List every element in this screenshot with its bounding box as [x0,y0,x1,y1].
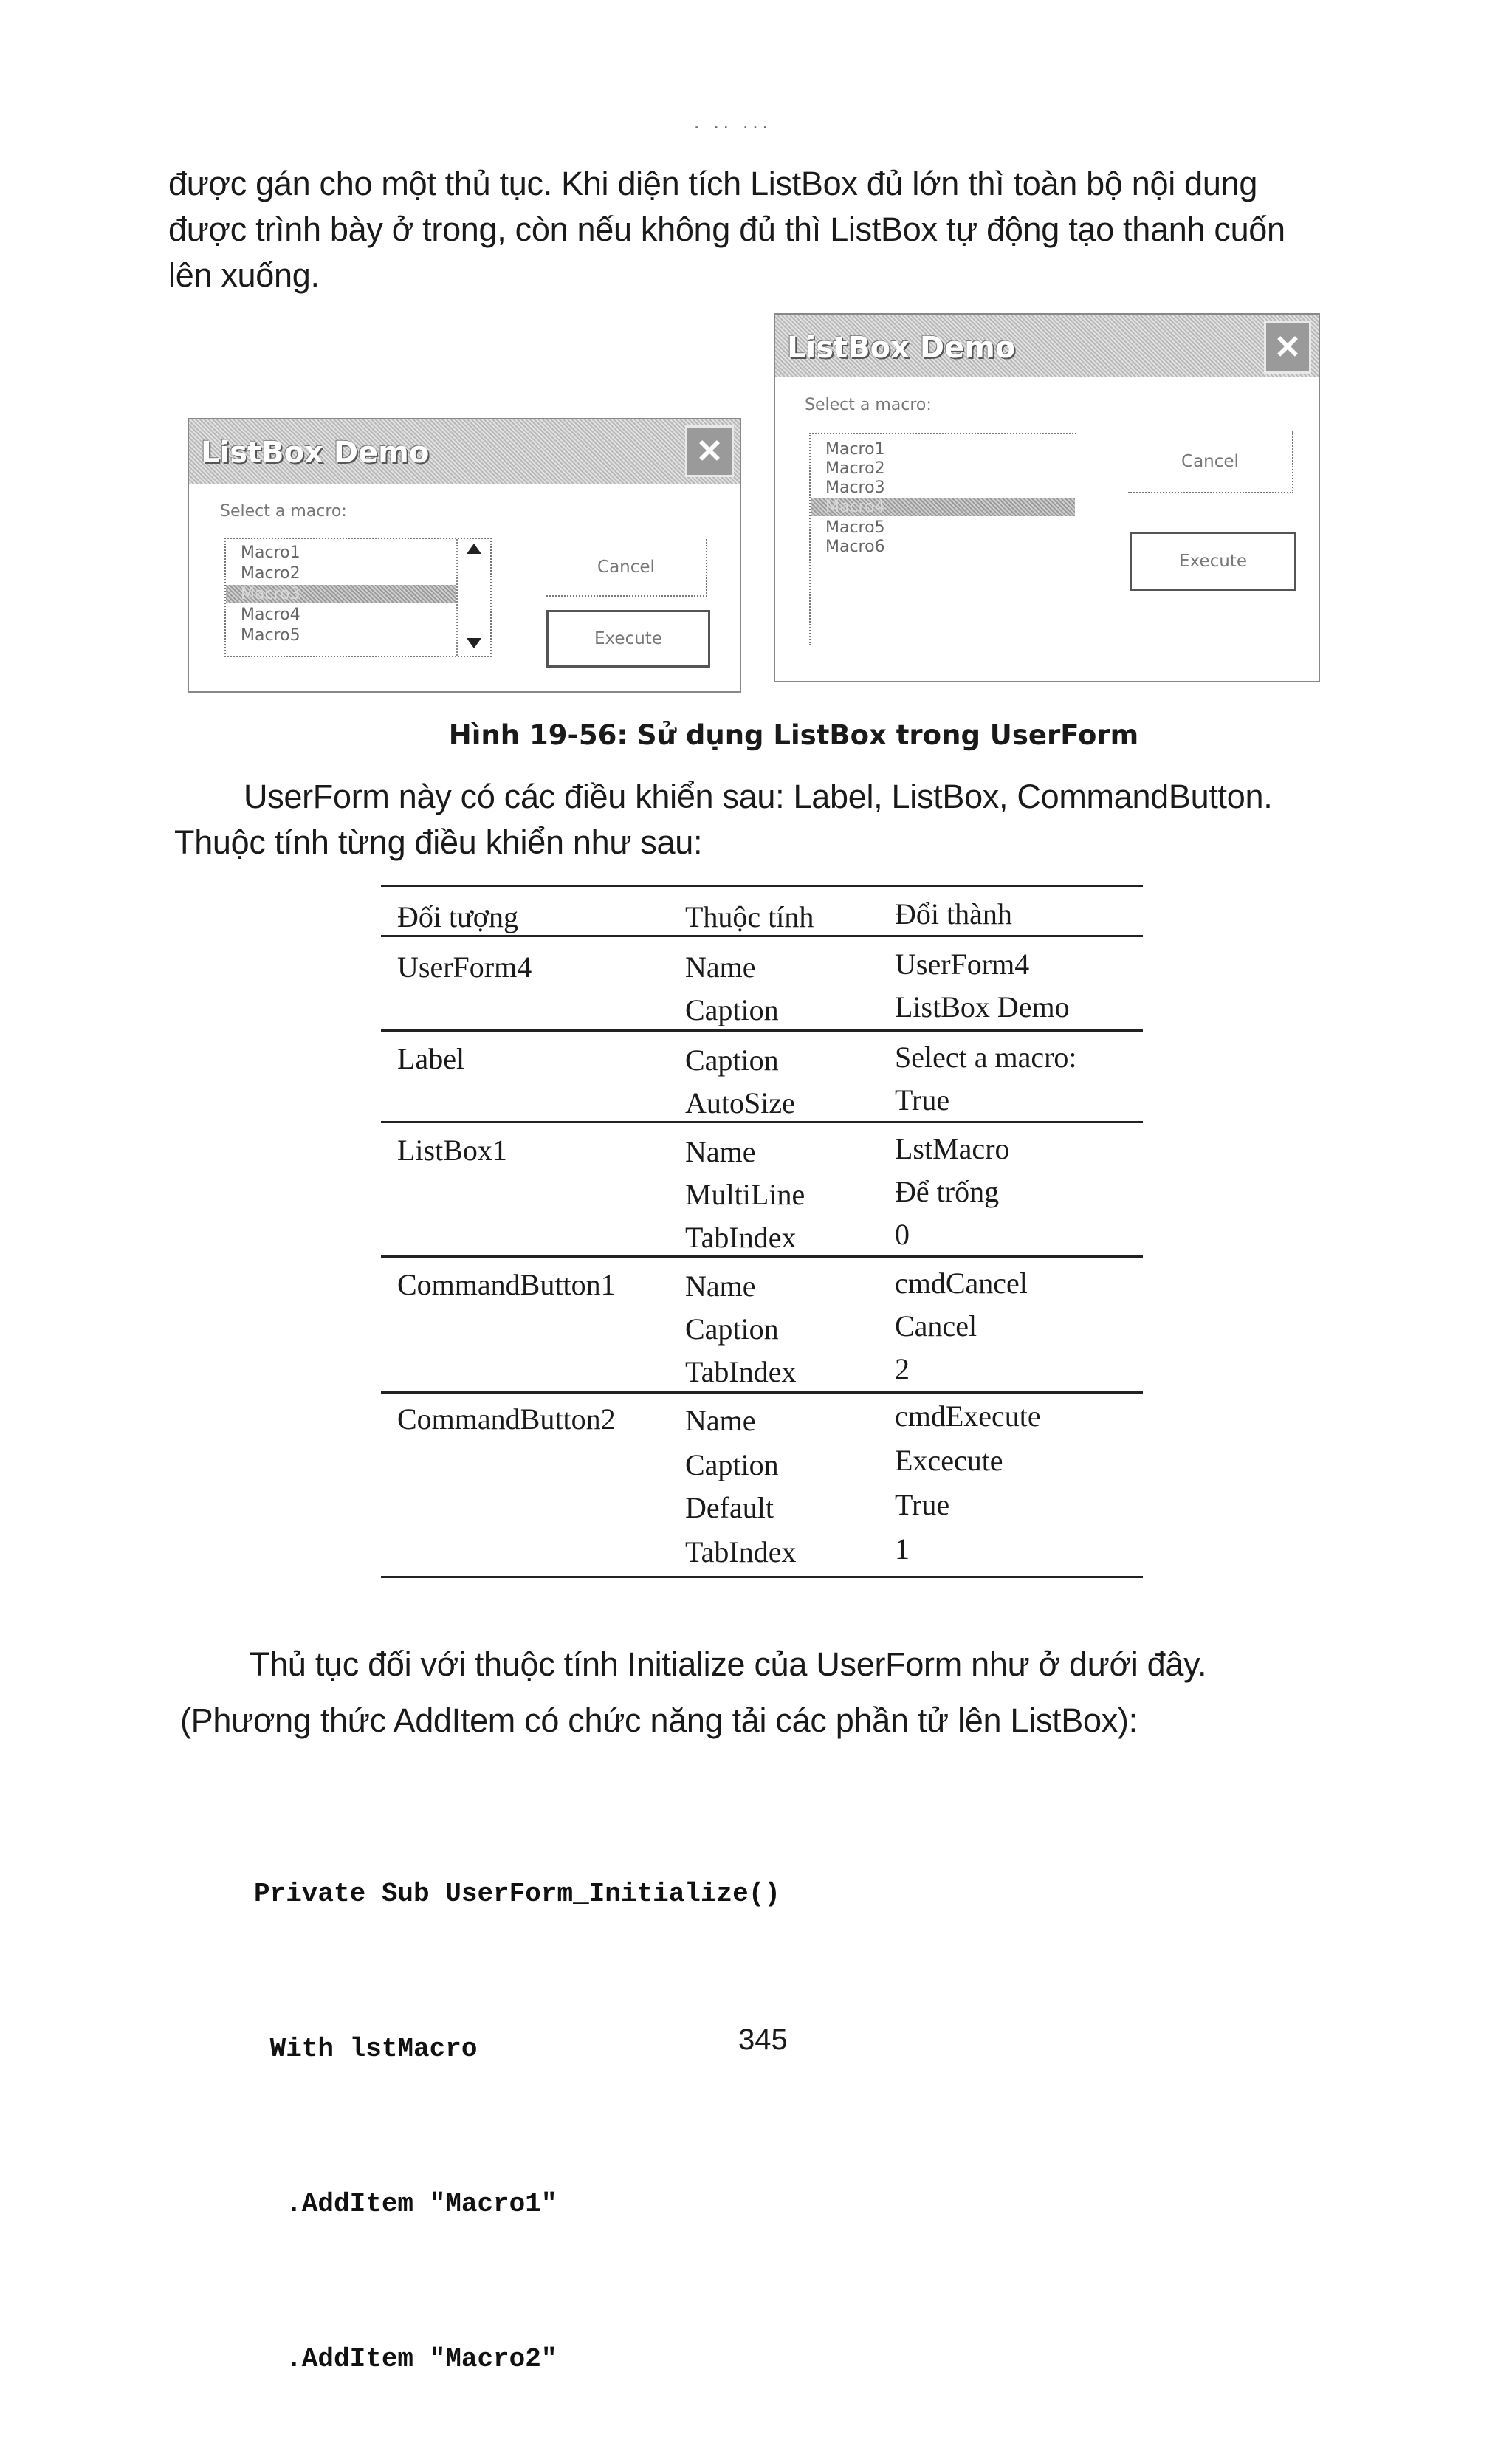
code-line-1: Private Sub UserForm_Initialize() [254,1879,780,1909]
cancel-button[interactable]: Cancel [1128,431,1293,493]
list-item[interactable]: Macro5 [825,518,885,537]
execute-button[interactable]: Execute [546,610,710,668]
middle-line-2: Thuộc tính từng điều khiển như sau: [174,823,703,861]
object-cell: CommandButton1 [397,1268,616,1301]
value-cell: True [895,1083,950,1117]
object-cell: ListBox1 [397,1134,507,1167]
property-cell: Caption [685,1312,779,1346]
list-item[interactable]: Macro2 [825,459,885,478]
select-macro-label: Select a macro: [805,396,932,414]
object-cell: CommandButton2 [397,1402,616,1436]
header-property: Thuộc tính [685,900,814,933]
table-bottom-rule [381,1576,1143,1578]
property-cell: Name [685,1404,756,1437]
value-cell: Select a macro: [895,1041,1077,1074]
property-table [381,885,1143,1579]
value-cell: 2 [895,1352,910,1385]
value-cell: 1 [895,1532,910,1566]
middle-line-1: UserForm này có các điều khiển sau: Label, ListBox, CommandButton. [244,778,1273,815]
list-item[interactable]: Macro5 [241,626,300,645]
value-cell: LstMacro [895,1132,1010,1165]
outro-line-1: Thủ tục đối với thuộc tính Initialize của UserForm như ở dưới đây. [250,1645,1207,1683]
list-item-selected[interactable]: Macro3 [226,585,456,603]
dialog-title-bar [775,315,1319,377]
intro-line-2: được trình bày ở trong, còn nếu không đủ thì ListBox tự động tạo thanh cuốn [168,210,1285,248]
dialog-title: ListBox Demo [787,331,1016,365]
list-item[interactable]: Macro3 [825,479,885,497]
value-cell: cmdCancel [895,1267,1028,1300]
value-cell: Cancel [895,1309,977,1343]
group-rule [381,1255,1143,1258]
value-cell: cmdExecute [895,1399,1041,1433]
close-icon[interactable]: ✕ [1264,321,1311,374]
list-item[interactable]: Macro6 [825,538,885,556]
property-cell: Default [685,1491,774,1524]
property-cell: Caption [685,1043,779,1077]
value-cell: Excecute [895,1444,1003,1477]
group-rule [381,1029,1143,1032]
intro-line-1: được gán cho một thủ tục. Khi diện tích ListBox đủ lớn thì toàn bộ nội dung [168,165,1258,202]
list-item[interactable]: Macro1 [825,440,885,459]
outro-line-2: (Phương thức AddItem có chức năng tải các phần tử lên ListBox): [180,1701,1138,1739]
property-cell: TabIndex [685,1355,797,1388]
header-value: Đổi thành [895,897,1012,930]
cancel-button[interactable]: Cancel [546,539,707,597]
page-number: 345 [738,2023,788,2056]
macro-listbox[interactable] [224,538,492,657]
middle-paragraph [174,774,1355,866]
table-header-rule [381,935,1143,937]
property-cell: Caption [685,1448,779,1481]
macro-listbox[interactable] [809,433,1076,645]
listbox-demo-dialog-small [188,418,741,693]
table-top-rule [381,885,1143,887]
intro-paragraph [168,161,1350,298]
group-rule [381,1391,1143,1394]
property-cell: Name [685,1135,756,1168]
figure-caption: Hình 19-56: Sử dụng ListBox trong UserForm [448,719,1139,751]
property-cell: AutoSize [685,1086,795,1120]
header-marks: . .. ... [694,111,772,133]
value-cell: 0 [895,1218,910,1251]
list-item[interactable]: Macro4 [241,606,300,624]
code-block [254,1765,780,2437]
property-cell: Name [685,950,756,984]
list-item[interactable]: Macro1 [241,544,300,562]
value-cell: ListBox Demo [895,990,1070,1024]
select-macro-label: Select a macro: [220,502,347,521]
property-cell: Caption [685,993,779,1026]
code-line-4: .AddItem "Macro2" [254,2344,557,2374]
outro-paragraph [180,1636,1391,1749]
dialog-title: ListBox Demo [201,436,430,470]
header-object: Đối tượng [397,900,518,933]
code-line-2: With lstMacro [254,2034,478,2064]
execute-button[interactable]: Execute [1130,532,1296,591]
list-item-selected[interactable]: Macro4 [811,498,1075,516]
property-cell: Name [685,1269,756,1303]
scroll-up-icon[interactable] [467,544,481,554]
scroll-down-icon[interactable] [467,638,481,648]
property-cell: MultiLine [685,1178,805,1211]
property-cell: TabIndex [685,1535,797,1569]
code-line-3: .AddItem "Macro1" [254,2189,557,2219]
intro-line-3: lên xuống. [168,256,320,294]
group-rule [381,1121,1143,1123]
value-cell: Để trống [895,1175,1000,1208]
property-cell: TabIndex [685,1221,797,1254]
list-item[interactable]: Macro2 [241,564,300,583]
listbox-scrollbar[interactable] [456,539,490,656]
value-cell: UserForm4 [895,947,1030,981]
value-cell: True [895,1488,950,1521]
close-icon[interactable]: ✕ [685,425,734,477]
listbox-demo-dialog-large [774,313,1320,682]
object-cell: UserForm4 [397,950,532,984]
object-cell: Label [397,1042,465,1075]
dialog-title-bar [189,419,740,484]
